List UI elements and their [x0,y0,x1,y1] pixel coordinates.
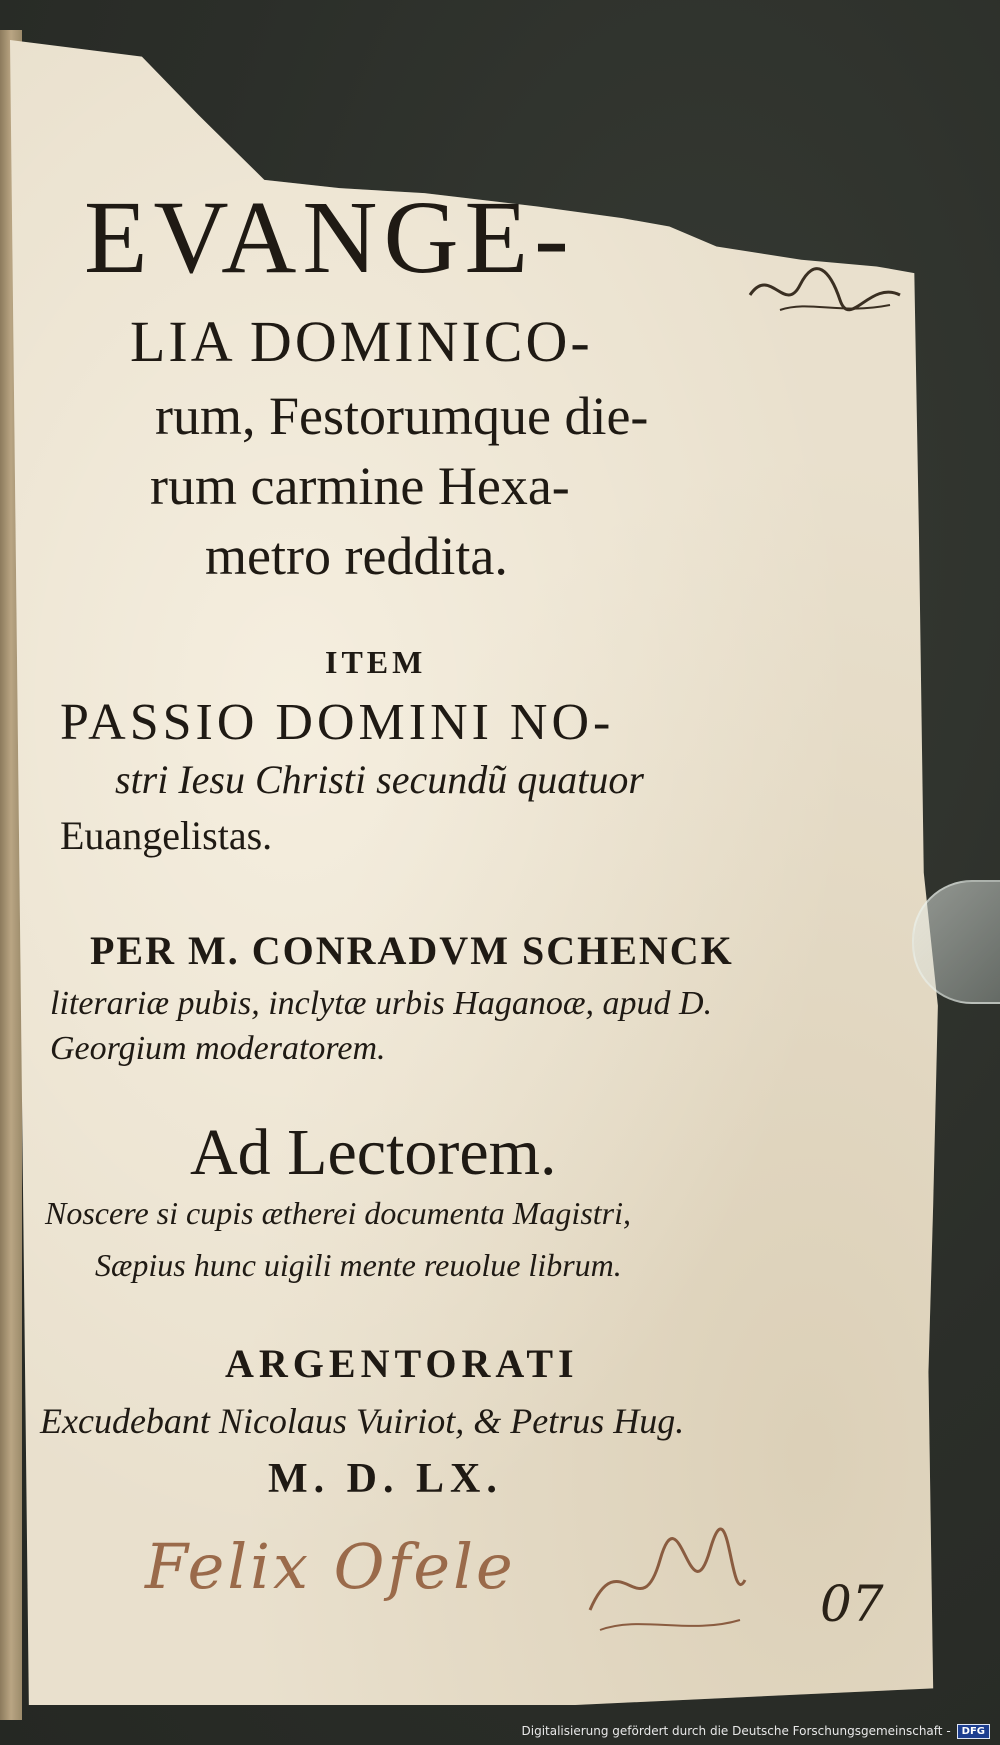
passio-line-2: stri Iesu Christi secundũ quatuor [115,757,644,802]
author-line-2: literariæ pubis, inclytæ urbis Haganoæ, apud D. [50,985,713,1022]
dedication-heading: Ad Lectorem. [190,1116,557,1189]
footer-bar [522,1721,991,1741]
passio-line-1: PASSIO DOMINI NO- [60,694,615,751]
signature-flourish [580,1520,750,1650]
title-line-5: metro reddita. [205,526,508,586]
title-line-3: rum, Festorumque die- [155,386,649,446]
handwritten-shelfmark: 07 [820,1575,884,1633]
footer-credit: Digitalisierung gefördert durch die Deutsche Forschungsgemeinschaft - [521,1724,951,1738]
dedication-verse-2: Sæpius hunc uigili mente reuolue librum. [95,1247,622,1283]
author-line-3: Georgium moderatorem. [50,1030,386,1067]
title-line-4: rum carmine Hexa- [150,456,570,516]
handwritten-signature: Felix Ofele [145,1530,516,1603]
passio-line-3: Euangelistas. [60,813,273,858]
imprint-place: ARGENTORATI [225,1341,579,1386]
imprint-year: M. D. LX. [268,1456,503,1502]
author-line-1: PER M. CONRADVM SCHENCK [90,928,734,973]
item-heading: ITEM [325,644,427,680]
dedication-verse-1: Noscere si cupis ætherei documenta Magistri, [45,1195,631,1231]
dfg-logo: DFG [957,1724,990,1739]
title-line-1: EVANGE- [84,180,575,295]
imprint-printers: Excudebant Nicolaus Vuiriot, & Petrus Hug. [40,1401,685,1441]
title-line-2: LIA DOMINICO- [130,309,593,374]
